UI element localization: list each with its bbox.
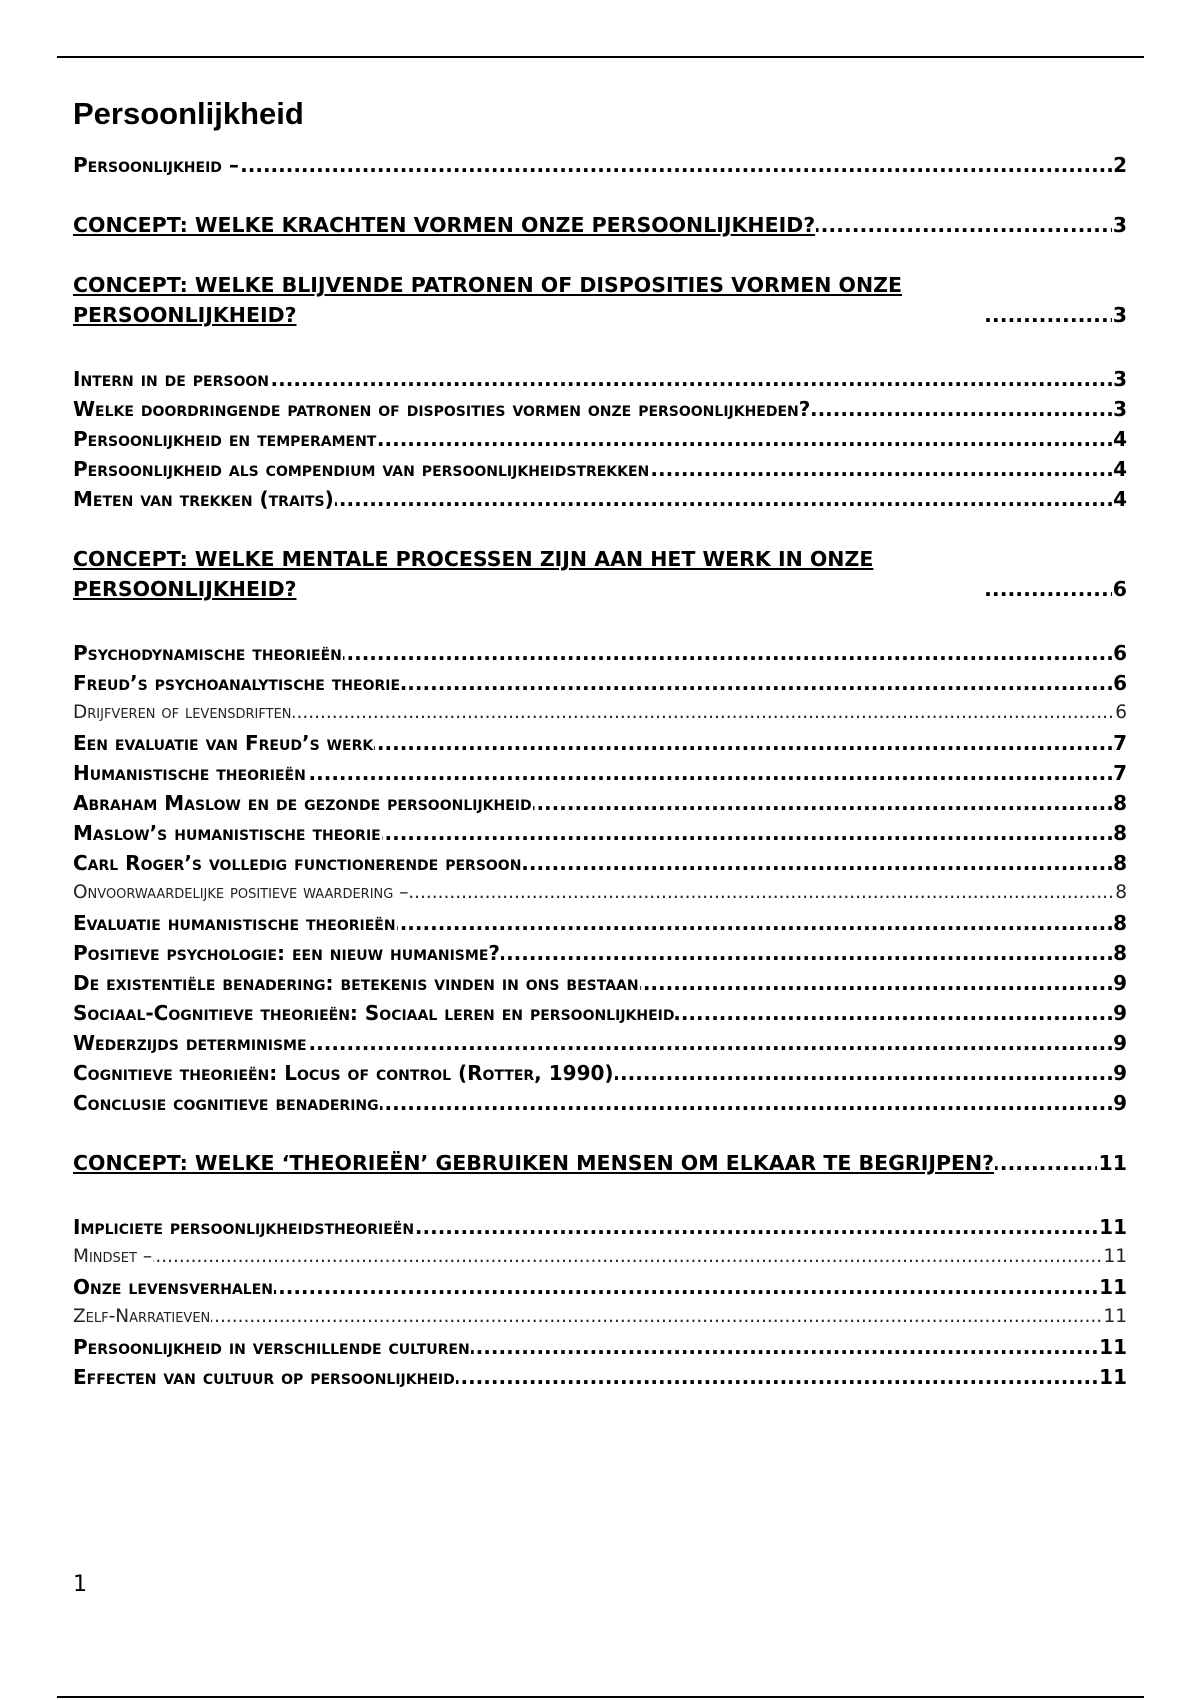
table-of-contents <box>73 150 1127 1392</box>
toc-entry[interactable] <box>73 454 1127 484</box>
toc-entry-page: 4 <box>1112 454 1127 484</box>
toc-entry-page: 3 <box>1112 300 1127 330</box>
toc-entry[interactable] <box>73 1028 1127 1058</box>
toc-entry-page: 11 <box>1097 1148 1127 1178</box>
toc-entry-page: 4 <box>1112 424 1127 454</box>
toc-entry-title: CONCEPT: WELKE BLIJVENDE PATRONEN OF DISPOSITIES VORMEN ONZE PERSOONLIJKHEID? <box>73 270 984 330</box>
toc-entry[interactable] <box>73 818 1127 848</box>
toc-entry[interactable] <box>73 1212 1127 1242</box>
toc-entry-title: Positieve psychologie: een nieuw humanisme? <box>73 938 501 968</box>
toc-entry-title: Maslow’s humanistische theorie <box>73 818 382 848</box>
toc-entry-title: Persoonlijkheid in verschillende culturen <box>73 1332 471 1362</box>
toc-entry-page: 9 <box>1112 1028 1127 1058</box>
toc-entry-title: Conclusie cognitieve benadering <box>73 1088 380 1118</box>
toc-entry[interactable] <box>73 1088 1127 1118</box>
toc-entry[interactable] <box>73 908 1127 938</box>
toc-entry[interactable] <box>73 758 1127 788</box>
toc-entry-page: 6 <box>1114 698 1127 728</box>
toc-entry-page: 9 <box>1112 998 1127 1028</box>
toc-entry-page: 6 <box>1112 638 1127 668</box>
toc-entry-page: 11 <box>1098 1332 1127 1362</box>
toc-entry[interactable] <box>73 484 1127 514</box>
toc-entry-page: 3 <box>1112 364 1127 394</box>
toc-entry-title: De existentiële benadering: betekenis vinden in ons bestaan <box>73 968 640 998</box>
toc-entry-title: Persoonlijkheid – <box>73 150 240 180</box>
toc-entry-page: 9 <box>1112 968 1127 998</box>
toc-entry-title: Een evaluatie van Freud’s werk <box>73 728 374 758</box>
toc-entry-page: 11 <box>1098 1272 1127 1302</box>
footer-rule <box>57 1696 1144 1698</box>
toc-entry-title: Psychodynamische theorieën <box>73 638 343 668</box>
toc-entry-title: Mindset – <box>73 1242 153 1272</box>
toc-entry[interactable] <box>73 424 1127 454</box>
toc-entry[interactable] <box>73 878 1127 908</box>
toc-entry-page: 8 <box>1112 848 1127 878</box>
toc-entry-title: Drijfveren of levensdriften <box>73 698 293 728</box>
toc-entry[interactable] <box>73 1362 1127 1392</box>
toc-entry-title: Welke doordringende patronen of disposities vormen onze persoonlijkheden? <box>73 394 811 424</box>
toc-entry-title: Wederzijds determinisme <box>73 1028 308 1058</box>
toc-entry-title: Evaluatie humanistische theorieën <box>73 908 397 938</box>
toc-entry-page: 11 <box>1102 1302 1127 1332</box>
toc-entry-title: Impliciete persoonlijkheidstheorieën <box>73 1212 415 1242</box>
toc-entry-page: 4 <box>1112 484 1127 514</box>
toc-entry-title: Abraham Maslow en de gezonde persoonlijkheid <box>73 788 533 818</box>
toc-entry[interactable] <box>73 544 1127 604</box>
toc-entry[interactable] <box>73 938 1127 968</box>
toc-entry-page: 3 <box>1112 210 1127 240</box>
toc-entry[interactable] <box>73 848 1127 878</box>
toc-entry-page: 8 <box>1112 788 1127 818</box>
toc-entry-title: CONCEPT: WELKE ‘THEORIEËN’ GEBRUIKEN MENSEN OM ELKAAR TE BEGRIJPEN? <box>73 1148 995 1178</box>
toc-entry-page: 11 <box>1098 1362 1127 1392</box>
toc-entry[interactable] <box>73 728 1127 758</box>
toc-entry-page: 11 <box>1098 1212 1127 1242</box>
header-rule <box>57 56 1144 58</box>
toc-entry[interactable] <box>73 998 1127 1028</box>
toc-entry[interactable] <box>73 270 1127 330</box>
toc-entry-title: Effecten van cultuur op persoonlijkheid <box>73 1362 456 1392</box>
toc-entry-page: 2 <box>1112 150 1127 180</box>
toc-entry[interactable] <box>73 638 1127 668</box>
toc-entry-title: Meten van trekken (traits) <box>73 484 335 514</box>
toc-entry-title: Persoonlijkheid en temperament <box>73 424 377 454</box>
toc-entry-title: Humanistische theorieën <box>73 758 307 788</box>
toc-entry-page: 6 <box>1112 668 1127 698</box>
toc-entry-title: Cognitieve theorieën: Locus of control (Rotter, 1990) <box>73 1058 615 1088</box>
toc-entry[interactable] <box>73 394 1127 424</box>
toc-entry[interactable] <box>73 1302 1127 1332</box>
toc-entry-title: Onze levensverhalen <box>73 1272 274 1302</box>
toc-entry[interactable] <box>73 788 1127 818</box>
page-title: Persoonlijkheid <box>73 96 304 131</box>
toc-entry-page: 7 <box>1112 758 1127 788</box>
toc-entry[interactable] <box>73 210 1127 240</box>
toc-entry-page: 8 <box>1112 908 1127 938</box>
toc-entry-title: CONCEPT: WELKE KRACHTEN VORMEN ONZE PERSOONLIJKHEID? <box>73 210 816 240</box>
toc-entry-title: Freud’s psychoanalytische theorie <box>73 668 401 698</box>
toc-entry-title: CONCEPT: WELKE MENTALE PROCESSEN ZIJN AAN HET WERK IN ONZE PERSOONLIJKHEID? <box>73 544 984 604</box>
toc-entry[interactable] <box>73 1058 1127 1088</box>
toc-entry-title: Carl Roger’s volledig functionerende persoon <box>73 848 522 878</box>
toc-entry[interactable] <box>73 1272 1127 1302</box>
toc-entry[interactable] <box>73 668 1127 698</box>
toc-entry-page: 7 <box>1112 728 1127 758</box>
toc-entry-page: 8 <box>1112 938 1127 968</box>
toc-entry-title: Onvoorwaardelijke positieve waardering – <box>73 878 409 908</box>
toc-entry-title: Sociaal-Cognitieve theorieën: Sociaal leren en persoonlijkheid <box>73 998 675 1028</box>
page-number: 1 <box>73 1572 87 1597</box>
toc-entry-page: 9 <box>1112 1088 1127 1118</box>
toc-entry-page: 3 <box>1112 394 1127 424</box>
toc-entry-page: 8 <box>1114 878 1127 908</box>
toc-entry[interactable] <box>73 968 1127 998</box>
toc-entry[interactable] <box>73 698 1127 728</box>
toc-entry-page: 11 <box>1102 1242 1127 1272</box>
toc-entry[interactable] <box>73 1242 1127 1272</box>
toc-entry[interactable] <box>73 1148 1127 1178</box>
toc-entry-title: Intern in de persoon <box>73 364 270 394</box>
toc-entry-page: 9 <box>1112 1058 1127 1088</box>
toc-entry[interactable] <box>73 150 1127 180</box>
toc-entry-title: Zelf-Narratieven <box>73 1302 211 1332</box>
toc-entry-page: 8 <box>1112 818 1127 848</box>
toc-entry[interactable] <box>73 1332 1127 1362</box>
toc-entry-title: Persoonlijkheid als compendium van persoonlijkheidstrekken <box>73 454 650 484</box>
toc-entry-page: 6 <box>1112 574 1127 604</box>
toc-entry[interactable] <box>73 364 1127 394</box>
